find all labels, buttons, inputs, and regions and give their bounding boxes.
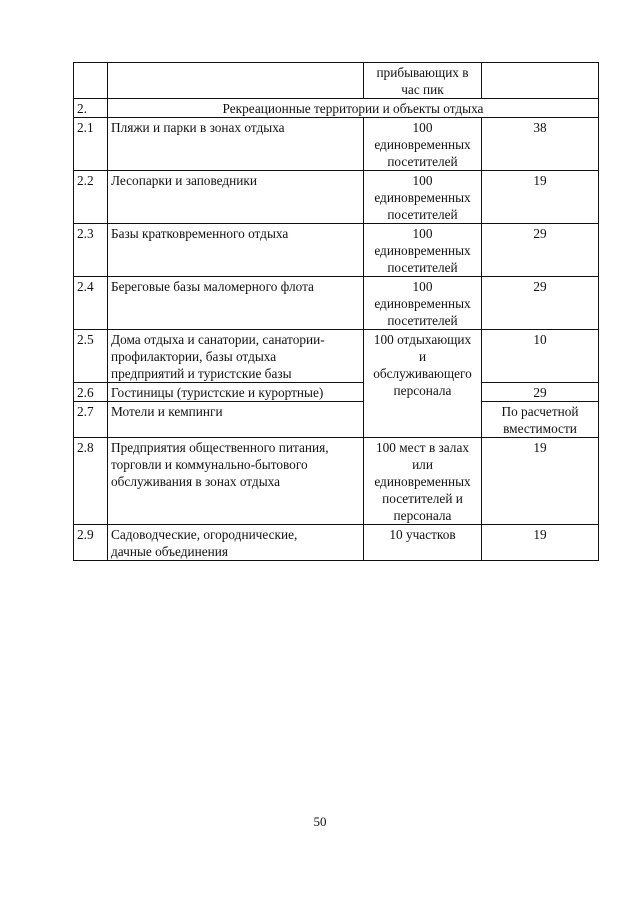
cell-name: Садоводческие, огороднические, дачные объединения xyxy=(108,525,364,561)
cell-num xyxy=(74,63,108,99)
cell-unit: 10 участков xyxy=(364,525,482,561)
table-row xyxy=(74,277,599,330)
cell-unit: 100 единовременных посетителей xyxy=(364,118,482,171)
section-number: 2. xyxy=(74,99,108,118)
cell-name: Гостиницы (туристские и курортные) xyxy=(108,383,364,402)
cell-value: 19 xyxy=(482,525,599,561)
cell-unit: прибывающих в час пик xyxy=(364,63,482,99)
cell-name: Дома отдыха и санатории, санатории- профилактории, базы отдыха предприятий и туристские базы xyxy=(108,330,364,383)
cell-num: 2.5 xyxy=(74,330,108,383)
cell-name: Базы кратковременного отдыха xyxy=(108,224,364,277)
table-row xyxy=(74,525,599,561)
table-row xyxy=(74,438,599,525)
cell-value: По расчетной вместимости xyxy=(482,402,599,438)
section-title: Рекреационные территории и объекты отдыха xyxy=(108,99,599,118)
cell-unit-merged: 100 отдыхающих и обслуживающего персонала xyxy=(364,330,482,438)
cell-num: 2.3 xyxy=(74,224,108,277)
table-row xyxy=(74,171,599,224)
cell-num: 2.2 xyxy=(74,171,108,224)
table-row xyxy=(74,118,599,171)
cell-name: Береговые базы маломерного флота xyxy=(108,277,364,330)
cell-name: Мотели и кемпинги xyxy=(108,402,364,438)
cell-unit: 100 мест в залах или единовременных посетителей и персонала xyxy=(364,438,482,525)
cell-num: 2.4 xyxy=(74,277,108,330)
table-row xyxy=(74,402,599,438)
cell-num: 2.1 xyxy=(74,118,108,171)
cell-num: 2.7 xyxy=(74,402,108,438)
norms-table xyxy=(73,62,599,561)
cell-unit: 100 единовременных посетителей xyxy=(364,171,482,224)
cell-value: 19 xyxy=(482,438,599,525)
cell-unit: 100 единовременных посетителей xyxy=(364,277,482,330)
cell-num: 2.8 xyxy=(74,438,108,525)
cell-value: 19 xyxy=(482,171,599,224)
cell-value xyxy=(482,63,599,99)
cell-value: 10 xyxy=(482,330,599,383)
table-row xyxy=(74,224,599,277)
cell-value: 29 xyxy=(482,383,599,402)
cell-name: Предприятия общественного питания, торговли и коммунально-бытового обслуживания в зонах отдыха xyxy=(108,438,364,525)
section-row xyxy=(74,99,599,118)
cell-name xyxy=(108,63,364,99)
cell-value: 29 xyxy=(482,277,599,330)
cell-value: 38 xyxy=(482,118,599,171)
cell-num: 2.9 xyxy=(74,525,108,561)
cell-num: 2.6 xyxy=(74,383,108,402)
cell-name: Лесопарки и заповедники xyxy=(108,171,364,224)
cell-value: 29 xyxy=(482,224,599,277)
table-row-top xyxy=(74,63,599,99)
table-row xyxy=(74,383,599,402)
page-number: 50 xyxy=(313,814,327,829)
table-row xyxy=(74,330,599,383)
cell-unit: 100 единовременных посетителей xyxy=(364,224,482,277)
cell-name: Пляжи и парки в зонах отдыха xyxy=(108,118,364,171)
